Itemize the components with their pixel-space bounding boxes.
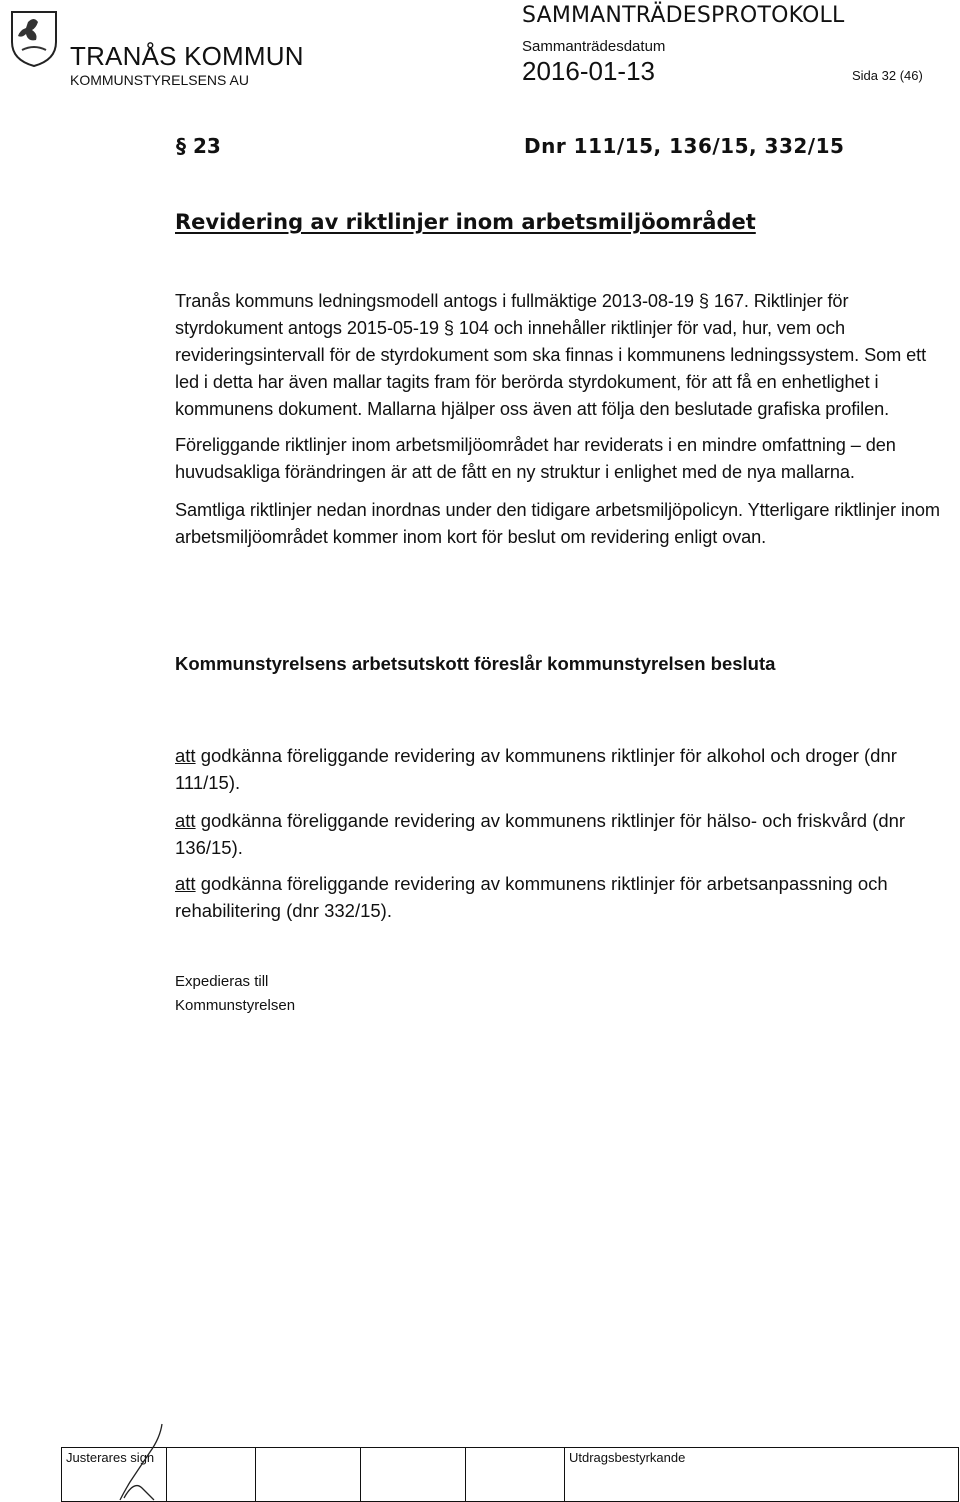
org-unit: KOMMUNSTYRELSENS AU [70, 72, 249, 88]
meeting-date-label: Sammanträdesdatum [522, 38, 666, 55]
decision-text: godkänna föreliggande revidering av kommunens riktlinjer för hälso- och friskvård (dnr 136/15). [175, 810, 906, 858]
signature-table [61, 1447, 959, 1502]
decision-item [175, 742, 945, 796]
body-paragraph: Samtliga riktlinjer nedan inordnas under den tidigare arbetsmiljöpolicyn. Ytterligare riktlinjer inom arbetsmiljöområdet kommer inom kort för beslut om revidering enligt ovan. [175, 500, 940, 547]
paragraph-number: § 23 [176, 134, 221, 158]
diary-number: Dnr 111/15, 136/15, 332/15 [524, 134, 845, 158]
distribution-label: Expedieras till [175, 973, 269, 990]
utdragsbestyrkande-cell [565, 1448, 959, 1502]
att-keyword: att [175, 745, 196, 766]
signature-cell [466, 1448, 565, 1502]
proposal-heading: Kommunstyrelsens arbetsutskott föreslår kommunstyrelsen besluta [175, 653, 776, 674]
distribution-recipient: Kommunstyrelsen [175, 997, 296, 1014]
org-name: TRANÅS KOMMUN [70, 41, 304, 71]
body-paragraph: Tranås kommuns ledningsmodell antogs i fullmäktige 2013-08-19 § 167. Riktlinjer för styrdokument antogs 2015-05-19 § 104 och innehåller riktlinjer för vad, hur, vem och revideringsintervall för de styrdokument som ska finnas i kommunens ledningssystem. Som ett led i detta har även mallar tagits fram för berörda styrdokument, för att få en enhetlighet i kommunens dokument. Mallarna hjälper oss även att följa den beslutade grafiska profilen. [175, 291, 927, 419]
decision-item [175, 807, 945, 861]
decision-item [175, 870, 945, 924]
distribution [175, 970, 295, 1018]
document-type: SAMMANTRÄDESPROTOKOLL [522, 3, 845, 28]
justerares-sign-label: Justerares sign [66, 1450, 155, 1465]
meeting-date: 2016-01-13 [522, 56, 655, 86]
signature-cell [361, 1448, 466, 1502]
signature-cell [256, 1448, 361, 1502]
att-keyword: att [175, 810, 196, 831]
utdragsbestyrkande-label: Utdragsbestyrkande [569, 1450, 686, 1465]
coat-of-arms-logo [8, 8, 60, 68]
body-paragraph: Föreliggande riktlinjer inom arbetsmiljöområdet har reviderats i en mindre omfattning – den huvudsakliga förändringen är att de fått en ny struktur i enlighet med de nya mallarna. [175, 435, 896, 482]
section-title: Revidering av riktlinjer inom arbetsmiljöområdet [175, 210, 756, 234]
att-keyword: att [175, 873, 196, 894]
page-number: Sida 32 (46) [852, 68, 923, 83]
handwritten-signature [90, 1418, 180, 1502]
decision-text: godkänna föreliggande revidering av kommunens riktlinjer för arbetsanpassning och rehabilitering (dnr 332/15). [175, 873, 888, 921]
decision-text: godkänna föreliggande revidering av kommunens riktlinjer för alkohol och droger (dnr 111/15). [175, 745, 897, 793]
